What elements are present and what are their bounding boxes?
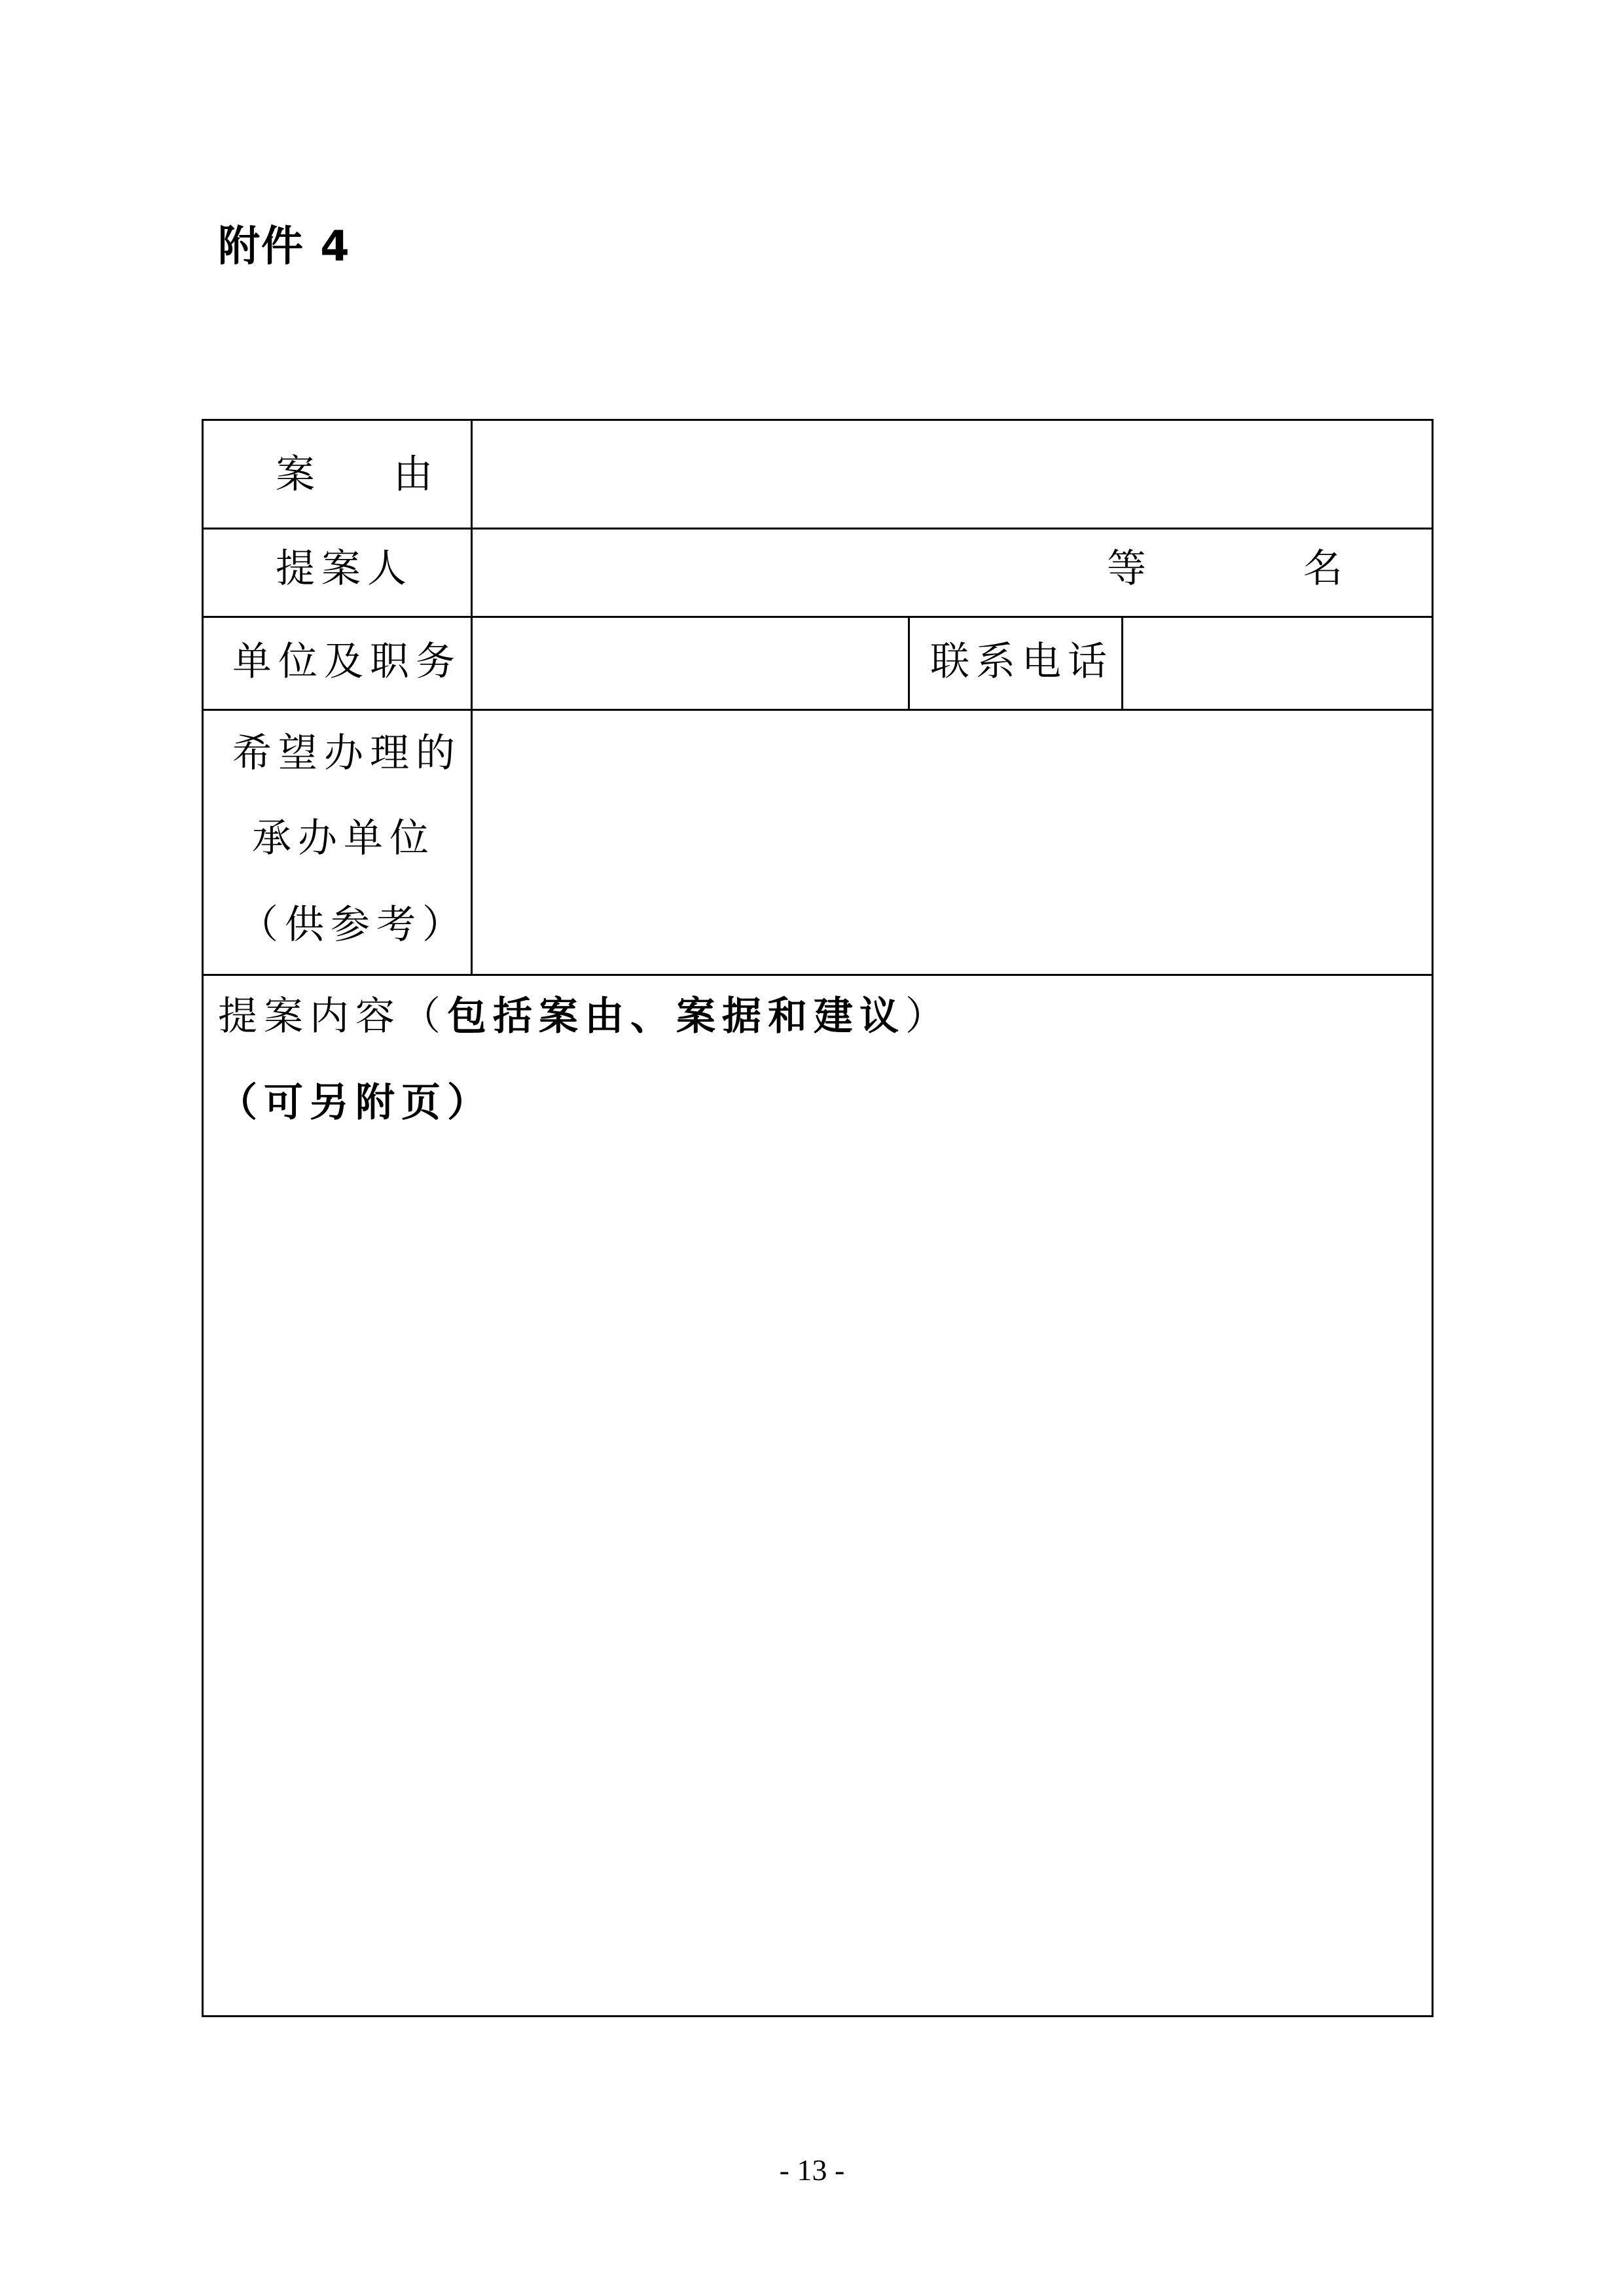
- content-note: （可另附页）: [218, 1080, 493, 1126]
- unit-position-label: 单位及职务: [232, 639, 461, 685]
- content-heading-bold: 包括案由、案据和建议: [447, 994, 905, 1039]
- page-number: - 13 -: [779, 2153, 845, 2187]
- attachment-label: 附件 4: [218, 223, 351, 271]
- phone-label-divider-left: [908, 616, 910, 711]
- content-field[interactable]: [218, 1147, 1409, 1985]
- case-reason-label: 案 由: [276, 452, 452, 497]
- row-divider: [204, 974, 1432, 976]
- content-heading-suffix: ）: [905, 994, 951, 1039]
- case-reason-field[interactable]: [485, 455, 1415, 501]
- phone-field[interactable]: [1136, 642, 1418, 688]
- handling-unit-label-line2: 承办单位: [252, 816, 435, 861]
- proposer-field[interactable]: [485, 546, 1271, 595]
- row-divider: [204, 528, 1432, 529]
- row-divider: [204, 616, 1432, 618]
- proposer-deng-label: 等: [1107, 546, 1153, 592]
- unit-position-field[interactable]: [485, 642, 891, 688]
- label-column-divider: [471, 421, 473, 974]
- phone-label: 联系电话: [930, 639, 1113, 685]
- handling-unit-label-line3: （供参考）: [239, 902, 468, 948]
- proposal-form-table: [202, 419, 1434, 2017]
- content-heading: [218, 994, 951, 1039]
- proposer-ming-label: 名: [1303, 546, 1349, 592]
- handling-unit-label-line1: 希望办理的: [232, 730, 461, 776]
- content-heading-prefix: 提案内容（: [218, 994, 447, 1039]
- row-divider: [204, 709, 1432, 711]
- handling-unit-field[interactable]: [485, 734, 1415, 950]
- phone-label-divider-right: [1121, 616, 1123, 711]
- proposer-label: 提案人: [276, 546, 413, 592]
